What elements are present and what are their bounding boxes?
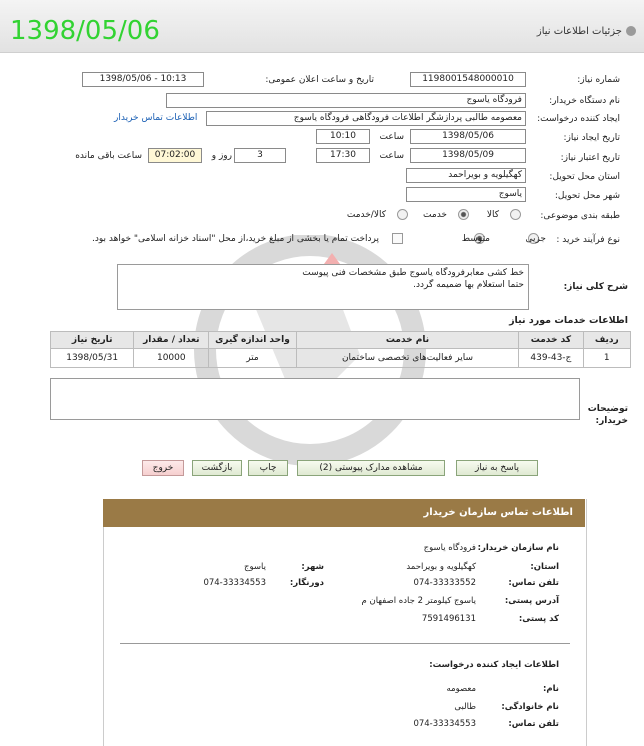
city-info-label: شهر: [301, 562, 324, 572]
category-radio-goods[interactable] [510, 209, 521, 220]
phone-value: 074-33333552 [413, 578, 476, 588]
create-date-label: تاریخ ایجاد نیاز: [563, 133, 620, 143]
org-value: فرودگاه یاسوج [423, 543, 476, 553]
reply-button[interactable]: پاسخ به نیاز [456, 460, 538, 476]
city-label: شهر محل تحویل: [554, 191, 620, 201]
validity-time-label: ساعت [379, 151, 404, 161]
category-radio-goods-service[interactable] [397, 209, 408, 220]
remaining-days-field: 3 [234, 148, 286, 163]
cell-unit: متر [209, 349, 297, 368]
process-option-medium: متوسط [461, 234, 490, 244]
province-field: کهگیلویه و بویراحمد [406, 168, 526, 183]
category-option-service: خدمت [423, 210, 447, 220]
validity-time-field: 17:30 [316, 148, 370, 163]
col-need-date: تاریخ نیاز [51, 332, 134, 349]
buyer-field: فرودگاه یاسوج [166, 93, 526, 108]
treasury-note: پرداخت تمام یا بخشی از مبلغ خرید،از محل "اسناد خزانه اسلامی" خواهد بود. [91, 234, 379, 244]
category-label: طبقه بندی موضوعی: [540, 211, 620, 221]
creator-family-value: طالبی [454, 702, 476, 712]
col-service-code: کد خدمت [519, 332, 583, 349]
cell-quantity: 10000 [134, 349, 209, 368]
col-row: ردیف [583, 332, 630, 349]
date-stamp: 1398/05/06 [10, 16, 160, 46]
cell-service-code: ج-43-439 [519, 349, 583, 368]
fax-value: 074-33334553 [203, 578, 266, 588]
create-time-label: ساعت [379, 132, 404, 142]
table-header-row [51, 332, 631, 349]
print-button[interactable]: چاپ [248, 460, 288, 476]
exit-button[interactable]: خروج [142, 460, 184, 476]
fax-label: دورنگار: [289, 578, 324, 588]
cell-row: 1 [583, 349, 630, 368]
org-label: نام سازمان خریدار: [477, 543, 559, 553]
postal-value: 7591496131 [421, 614, 476, 624]
address-label: آدرس پستی: [504, 596, 559, 606]
creator-name-value: معصومه [446, 684, 476, 694]
description-box [117, 264, 529, 310]
remaining-label: ساعت باقی مانده [75, 151, 142, 161]
remaining-time-field: 07:02:00 [148, 148, 202, 163]
address-value: یاسوج کیلومتر 2 جاده اصفهان م [361, 596, 476, 606]
page-title: جزئیات اطلاعات نیاز [536, 26, 622, 37]
province-label: استان محل تحویل: [549, 172, 620, 182]
col-unit: واحد اندازه گیری [209, 332, 297, 349]
creator-section-title: اطلاعات ایجاد کننده درخواست: [429, 660, 559, 670]
city-info-value: یاسوج [244, 562, 266, 572]
buyer-notes-box [50, 378, 580, 420]
validity-date-label: تاریخ اعتبار نیاز: [560, 153, 620, 163]
process-label: نوع فرآیند خرید : [556, 235, 620, 245]
services-title: اطلاعات خدمات مورد نیاز [509, 315, 628, 326]
province-info-value: کهگیلویه و بویراحمد [406, 562, 476, 572]
process-option-minor: جزیی [525, 234, 546, 244]
category-option-goods: کالا [486, 210, 499, 220]
announce-datetime-field: 1398/05/06 - 10:13 [82, 72, 204, 87]
city-field: یاسوج [406, 187, 526, 202]
description-line-1: خط کشی معابرفرودگاه یاسوج طبق مشخصات فنی پیوست [302, 268, 524, 278]
creator-name-label: نام: [542, 684, 559, 694]
validity-date-field: 1398/05/09 [410, 148, 526, 163]
creator-family-label: نام خانوادگی: [501, 702, 559, 712]
col-quantity: تعداد / مقدار [134, 332, 209, 349]
description-line-2: حتما استعلام بها ضمیمه گردد. [413, 280, 524, 290]
announce-datetime-label: تاریخ و ساعت اعلان عمومی: [265, 75, 374, 85]
creator-label: ایجاد کننده درخواست: [537, 114, 620, 124]
contact-panel-header [103, 499, 585, 527]
need-number-field: 1198001548000010 [410, 72, 526, 87]
need-number-label: شماره نیاز: [577, 75, 620, 85]
back-button[interactable]: بازگشت [192, 460, 242, 476]
col-service-name: نام خدمت [296, 332, 519, 349]
creator-field: معصومه طالبی پردازشگر اطلاعات فرودگاهی فرودگاه یاسوج [206, 111, 526, 126]
buyer-notes-label: توضیحات خریدار: [587, 404, 628, 426]
creator-phone-label: تلفن تماس: [508, 719, 559, 729]
buyer-contact-link[interactable]: اطلاعات تماس خریدار [114, 113, 198, 123]
panel-divider [120, 643, 570, 644]
contact-panel-title: اطلاعات تماس سازمان خریدار [423, 507, 573, 518]
days-label: روز و [211, 151, 232, 161]
create-date-field: 1398/05/06 [410, 129, 526, 144]
title-icon [626, 26, 636, 36]
creator-phone-value: 074-33334553 [413, 719, 476, 729]
category-radio-service[interactable] [458, 209, 469, 220]
postal-label: کد پستی: [518, 614, 559, 624]
treasury-checkbox[interactable] [392, 233, 403, 244]
cell-need-date: 1398/05/31 [51, 349, 134, 368]
buyer-label: نام دستگاه خریدار: [549, 96, 620, 106]
create-time-field: 10:10 [316, 129, 370, 144]
services-table [50, 331, 631, 368]
cell-service-name: سایر فعالیت‌های تخصصی ساختمان [296, 349, 519, 368]
table-row [51, 349, 631, 368]
phone-label: تلفن تماس: [508, 578, 559, 588]
province-info-label: استان: [530, 562, 559, 572]
description-label: شرح کلی نیاز: [563, 282, 628, 292]
attachments-button[interactable]: مشاهده مدارک پیوستی (2) [297, 460, 445, 476]
category-option-goods-service: کالا/خدمت [346, 210, 386, 220]
